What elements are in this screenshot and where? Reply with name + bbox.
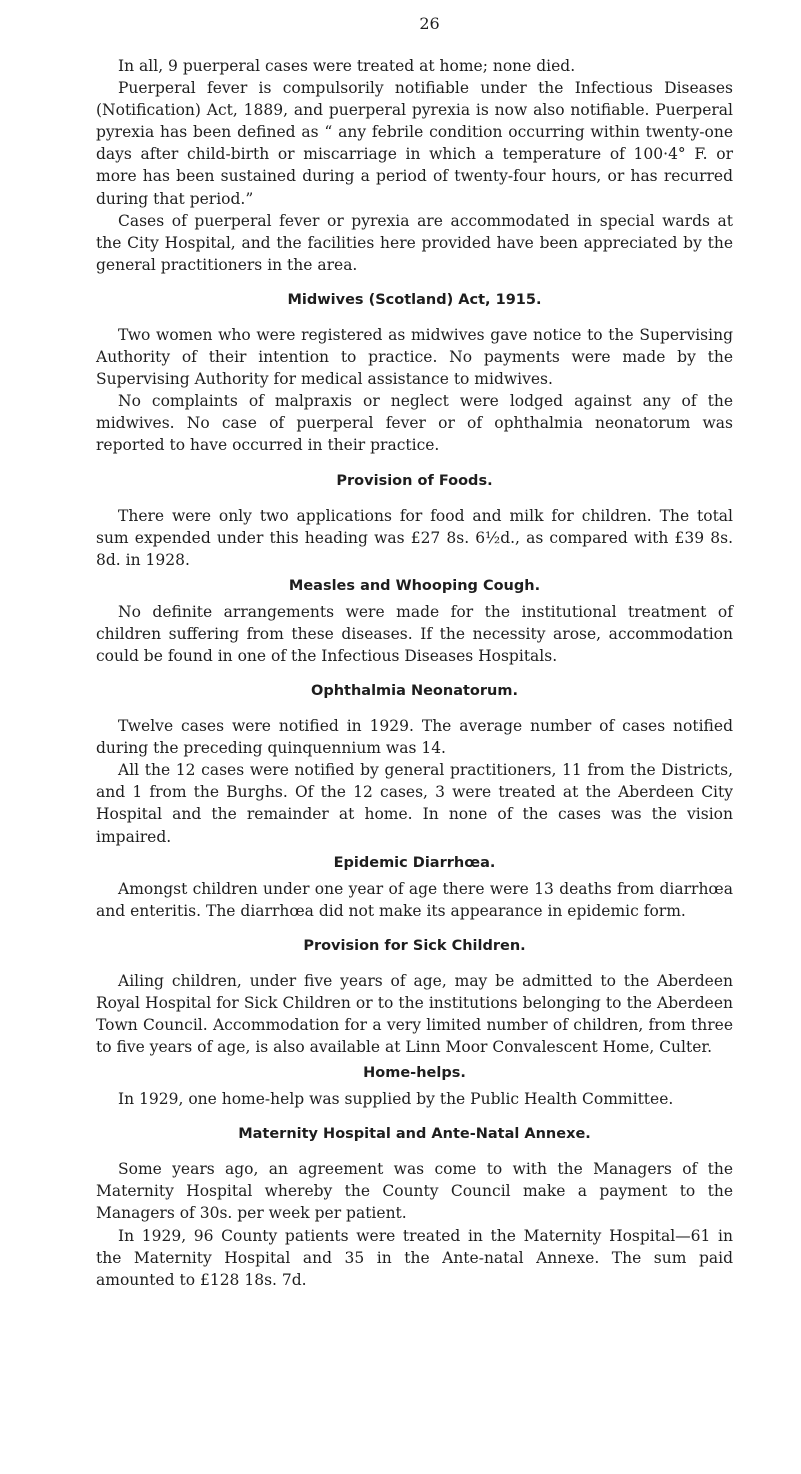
heading-epidemic-diarrhoea: Epidemic Diarrhœa. [333,854,496,871]
paragraph-midwives-notice: Two women who were registered as midwives gave notice to the Supervising Authority of their intention to practice. No payments were made by the Supervising Authority for medical assistance to midwives. [96,325,733,389]
heading-midwives-act: Midwives (Scotland) Act, 1915. [287,291,542,308]
paragraph-notifiable: Puerperal fever is compulsorily notifiable under the Infectious Diseases (Notification) Act, 1889, and puerperal pyrexia is now also notifiable. Puerperal pyrexia has been defined as “ any febrile condition occurring within twenty-one days after child-birth or miscarriage in which a temperature of 100·4° F. or more has been sustained during a period of twenty-four hours, or has recurred during that period.” [96,79,733,208]
heading-ophthalmia: Ophthalmia Neonatorum. [311,683,518,700]
paragraph-midwives-complaints: No complaints of malpraxis or neglect were lodged against any of the midwives. No case of puerperal fever or of ophthalmia neonatorum was reported to have occurred in their practice. [96,392,733,455]
paragraph-maternity-patients: In 1929, 96 County patients were treated in the Maternity Hospital—61 in the Maternity Hospital and 35 in the Ante-natal Annexe. The sum paid amounted to £128 18s. 7d. [96,1226,733,1289]
paragraph-home-helps: In 1929, one home-help was supplied by the Public Health Committee. [118,1090,674,1109]
page-number: 26 [419,14,440,33]
heading-sick-children: Provision for Sick Children. [303,937,526,954]
heading-provision-of-foods: Provision of Foods. [336,472,493,489]
paragraph-measles: No definite arrangements were made for the institutional treatment of children suffering from these diseases. If the necessity arose, accommodation could be found in one of the Infectious Diseases Hospitals. [96,602,733,665]
paragraph-city-hospital: Cases of puerperal fever or pyrexia are accommodated in special wards at the City Hospital, and the facilities here provided have been appreciated by the general practitioners in the area. [96,211,733,274]
paragraph-ophthalmia-notified: All the 12 cases were notified by general practitioners, 11 from the Districts, and 1 from the Burghs. Of the 12 cases, 3 were treated at the Aberdeen City Hospital and the remainder at home. In none of the cases was the vision impaired. [96,761,733,846]
heading-measles: Measles and Whooping Cough. [288,577,541,594]
paragraph-sick-children: Ailing children, under five years of age, may be admitted to the Aberdeen Royal Hospital for Sick Children or to the institutions belonging to the Aberdeen Town Council. Accommodation for a very limited number of children, from three to five years of age, is also available at Linn Moor Convalescent Home, Culter. [96,971,733,1057]
paragraph-home-treatment: In all, 9 puerperal cases were treated at home; none died. [118,57,576,75]
paragraph-ophthalmia-cases: Twelve cases were notified in 1929. The average number of cases notified during the preceding quinquennium was 14. [96,717,733,758]
paragraph-maternity-agreement: Some years ago, an agreement was come to with the Managers of the Maternity Hospital whereby the County Council make a payment to the Managers of 30s. per week per patient. [96,1160,733,1223]
heading-home-helps: Home-helps. [363,1065,466,1082]
heading-maternity-hospital: Maternity Hospital and Ante-Natal Annexe. [238,1126,591,1143]
paragraph-foods: There were only two applications for food and milk for children. The total sum expended under this heading was £27 8s. 6½d., as compared with £39 8s. 8d. in 1928. [96,506,733,569]
paragraph-diarrhoea: Amongst children under one year of age there were 13 deaths from diarrhœa and enteritis. The diarrhœa did not make its appearance in epidemic form. [96,879,733,920]
